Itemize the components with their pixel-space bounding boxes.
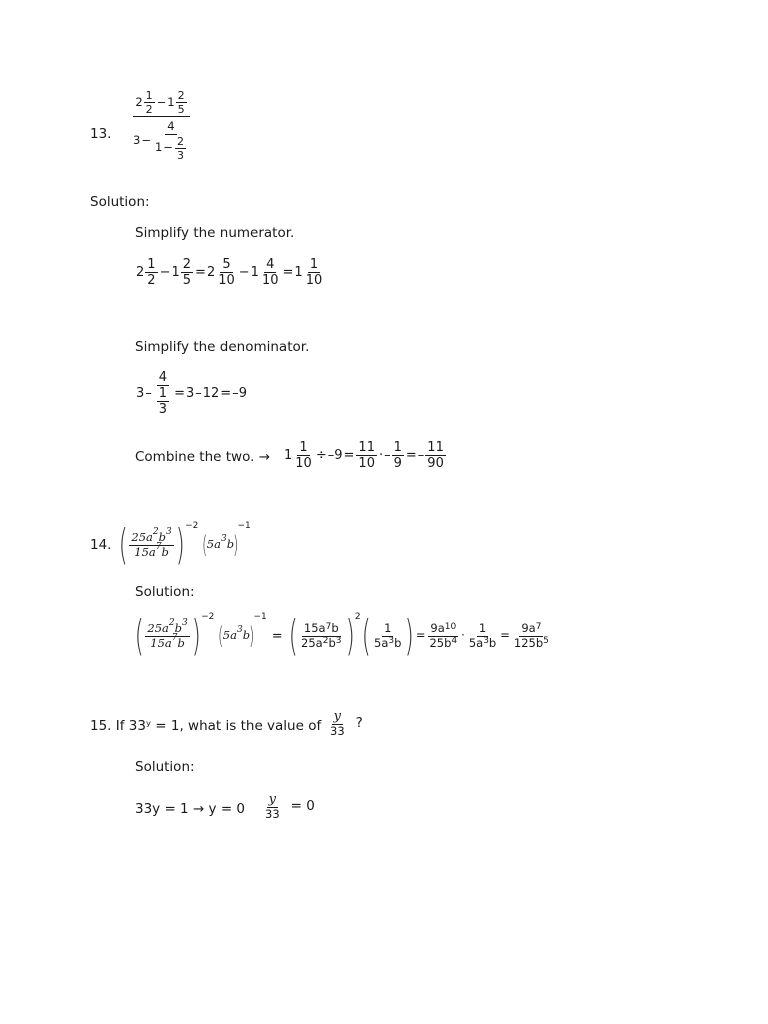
problem-15-answer-text: 33y = 1 → y = 0 xyxy=(135,801,246,817)
arrow-right-icon: → xyxy=(258,449,271,465)
step-denominator-math: 3 – $\frac{4}{\frac{1}{3}}$ = 3 – 12 = –9 xyxy=(136,370,247,417)
problem-15-fraction: $\frac{y}{33}$ ? xyxy=(330,709,363,738)
solution-label-15: Solution: xyxy=(135,759,195,775)
problem-13-expression: 2 $\frac{1}{2}$ − 1 $\frac{2}{5}$ 3 − 4 1 − $\frac{2}{3}$ xyxy=(130,90,193,161)
problem-14-expression: ( $\frac{25a^2b^3}{15a^7b}$ ) $^{-2}$ ( $5a^3b$ ) −1 xyxy=(118,520,251,569)
solution-label-14: Solution: xyxy=(135,584,195,600)
problem-13-number: 13. xyxy=(90,126,112,142)
solution-label-13: Solution: xyxy=(90,194,150,210)
problem-15-answer-math: $\frac{y}{33}$ = 0 xyxy=(265,792,315,821)
step-numerator-math: 2 $\frac{1}{2}$ − 1 $\frac{2}{5}$ = 2 $\frac{5}{10}$ − 1 $\frac{4}{10}$ = 1 $\frac{1}{10}$ xyxy=(136,257,323,288)
step-numerator-text: Simplify the numerator. xyxy=(135,225,295,241)
problem-15-question: 15. If 33ʸ = 1, what is the value of xyxy=(90,718,322,734)
step-combine-text: Combine the two. → xyxy=(135,449,271,465)
step-denominator-text: Simplify the denominator. xyxy=(135,339,310,355)
problem-14-solution-math: ( $\frac{25a^2b^3}{15a^7b}$ ) $^{-2}$ ( $5a^3b$ ) −1 = ( 15a $^7$ b 25a $^2$ b $^3$ ) $^2$ ( 1 5a $^3$ b ) = 9a $^{10}$ 25 b $^4$ · 1 5a $^3$ b = 9a $^7$ 125 b $^5$ xyxy=(134,611,549,660)
problem-14-number: 14. xyxy=(90,537,112,553)
step-combine-math: 1 $\frac{1}{10}$ ÷ –9 = $\frac{11}{10}$ · – $\frac{1}{9}$ = – $\frac{11}{90}$ xyxy=(284,440,444,471)
